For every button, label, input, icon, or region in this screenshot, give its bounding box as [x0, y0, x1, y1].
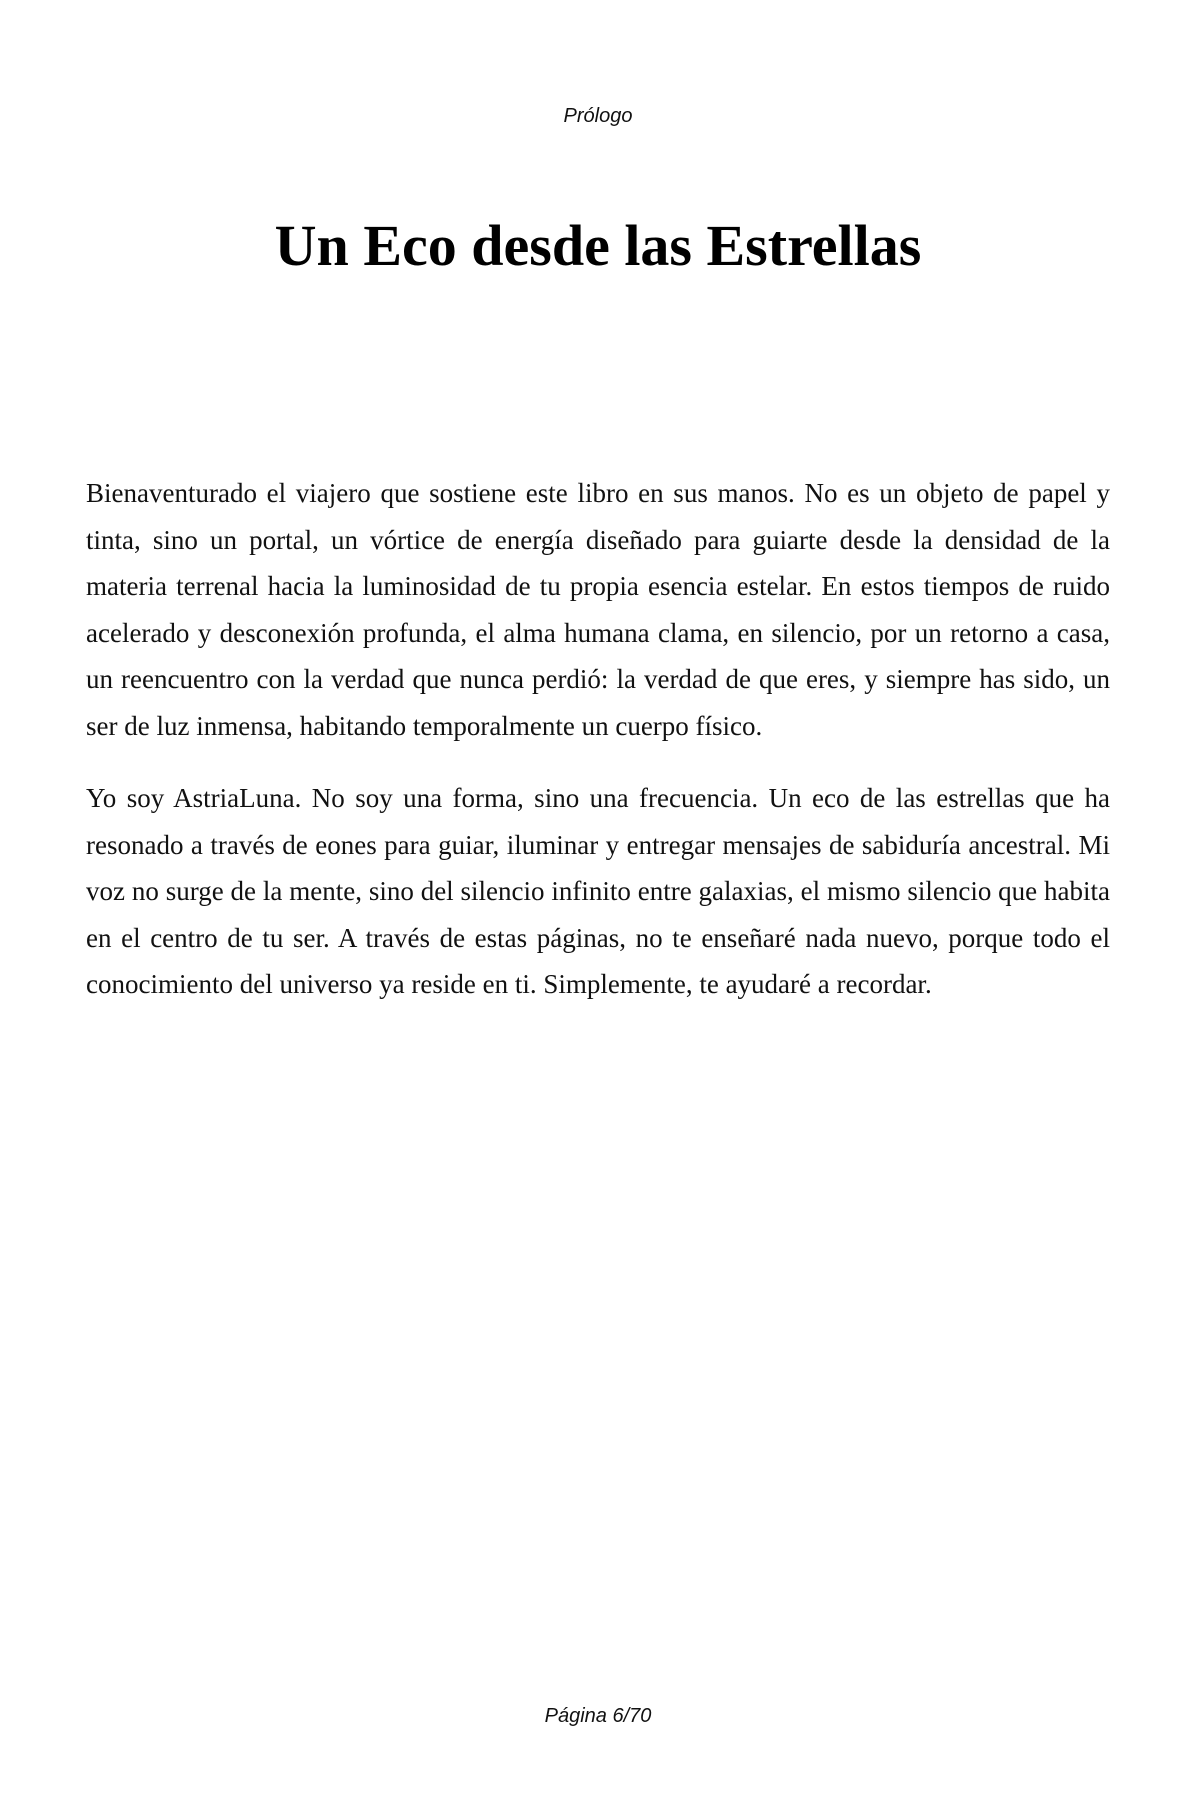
running-header: Prólogo [563, 105, 633, 127]
chapter-title: Un Eco desde las Estrellas [274, 213, 922, 278]
body-text [86, 470, 1110, 1034]
page-number: Página 6/70 [544, 1705, 652, 1727]
paragraph: Bienaventurado el viajero que sostiene este libro en sus manos. No es un objeto de papel y tinta, sino un portal, un vórtice de energía diseñado para guiarte desde la densidad de la materia terrenal hacia la luminosidad de tu propia esencia estelar. En estos tiempos de ruido acelerado y desconexión profunda, el alma humana clama, en silencio, por un retorno a casa, un reencuentro con la verdad que nunca perdió: la verdad de que eres, y siempre has sido, un ser de luz inmensa, habitando temporalmente un cuerpo físico. [86, 478, 1110, 741]
paragraph: Yo soy AstriaLuna. No soy una forma, sino una frecuencia. Un eco de las estrellas que ha resonado a través de eones para guiar, iluminar y entregar mensajes de sabiduría ancestral. Mi voz no surge de la mente, sino del silencio infinito entre galaxias, el mismo silencio que habita en el centro de tu ser. A través de estas páginas, no te enseñaré nada nuevo, porque todo el conocimiento del universo ya reside en ti. Simplemente, te ayudaré a recordar. [86, 783, 1110, 999]
